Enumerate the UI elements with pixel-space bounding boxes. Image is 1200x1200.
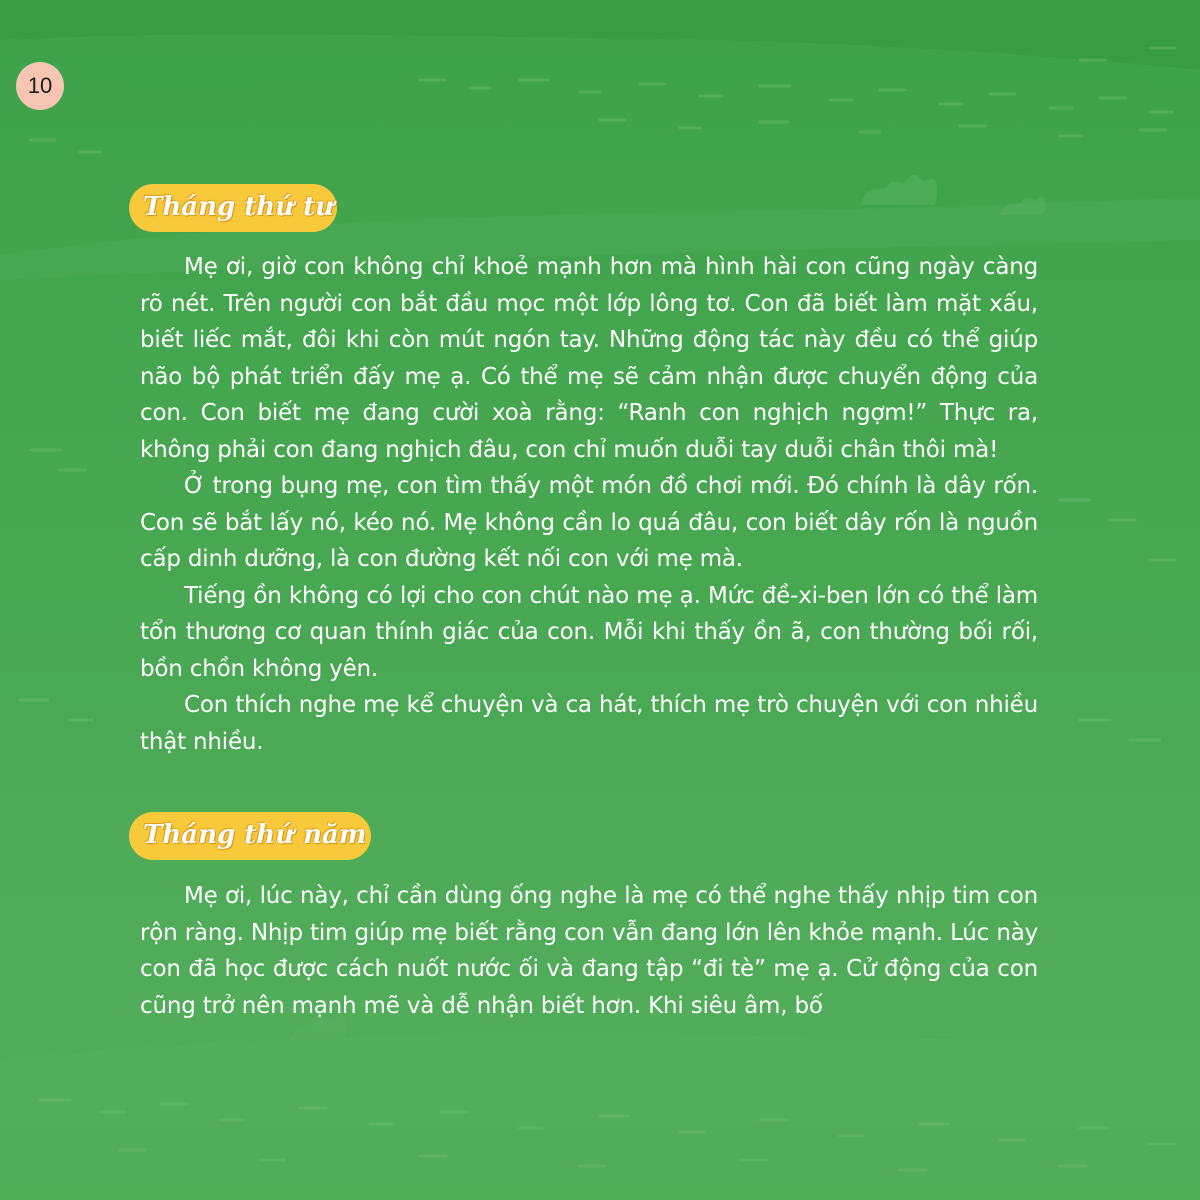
section-body-month-4	[140, 249, 1038, 760]
paragraph: Tiếng ồn không có lợi cho con chút nào mẹ ạ. Mức đề-xi-ben lớn có thể làm tổn thương cơ quan thính giác của con. Mỗi khi thấy ồn ã, con thường bối rối, bồn chồn không yên.	[140, 582, 1038, 682]
paragraph: Mẹ ơi, giờ con không chỉ khoẻ mạnh hơn mà hình hài con cũng ngày càng rõ nét. Trên người con bắt đầu mọc một lớp lông tơ. Con đã biết làm mặt xấu, biết liếc mắt, đôi khi còn mút ngón tay. Những động tác này đều có thể giúp não bộ phát triển đấy mẹ ạ. Có thể mẹ sẽ cảm nhận được chuyển động của con. Con biết mẹ đang cười xoà rằng: “Ranh con nghịch ngợm!” Thực ra, không phải con đang nghịch đâu, con chỉ muốn duỗi tay duỗi chân thôi mà!	[140, 254, 1038, 463]
section-body-month-5	[140, 878, 1038, 1024]
page-number-badge: 10	[16, 62, 64, 110]
section-heading-month-5: Tháng thứ năm	[129, 812, 371, 860]
paragraph: Ở trong bụng mẹ, con tìm thấy một món đồ chơi mới. Đó chính là dây rốn. Con sẽ bắt lấy nó, kéo nó. Mẹ không cần lo quá đâu, con biết dây rốn là nguồn cấp dinh dưỡng, là con đường kết nối con với mẹ mà.	[140, 473, 1038, 572]
paragraph: Con thích nghe mẹ kể chuyện và ca hát, thích mẹ trò chuyện với con nhiều thật nhiều.	[140, 692, 1038, 755]
section-heading-month-4: Tháng thứ tư	[129, 184, 337, 232]
paragraph: Mẹ ơi, lúc này, chỉ cần dùng ống nghe là mẹ có thể nghe thấy nhịp tim con rộn ràng. Nhịp tim giúp mẹ biết rằng con vẫn đang lớn lên khỏe mạnh. Lúc này con đã học được cách nuốt nước ối và đang tập “đi tè” mẹ ạ. Cử động của con cũng trở nên mạnh mẽ và dễ nhận biết hơn. Khi siêu âm, bố	[140, 883, 1038, 1019]
